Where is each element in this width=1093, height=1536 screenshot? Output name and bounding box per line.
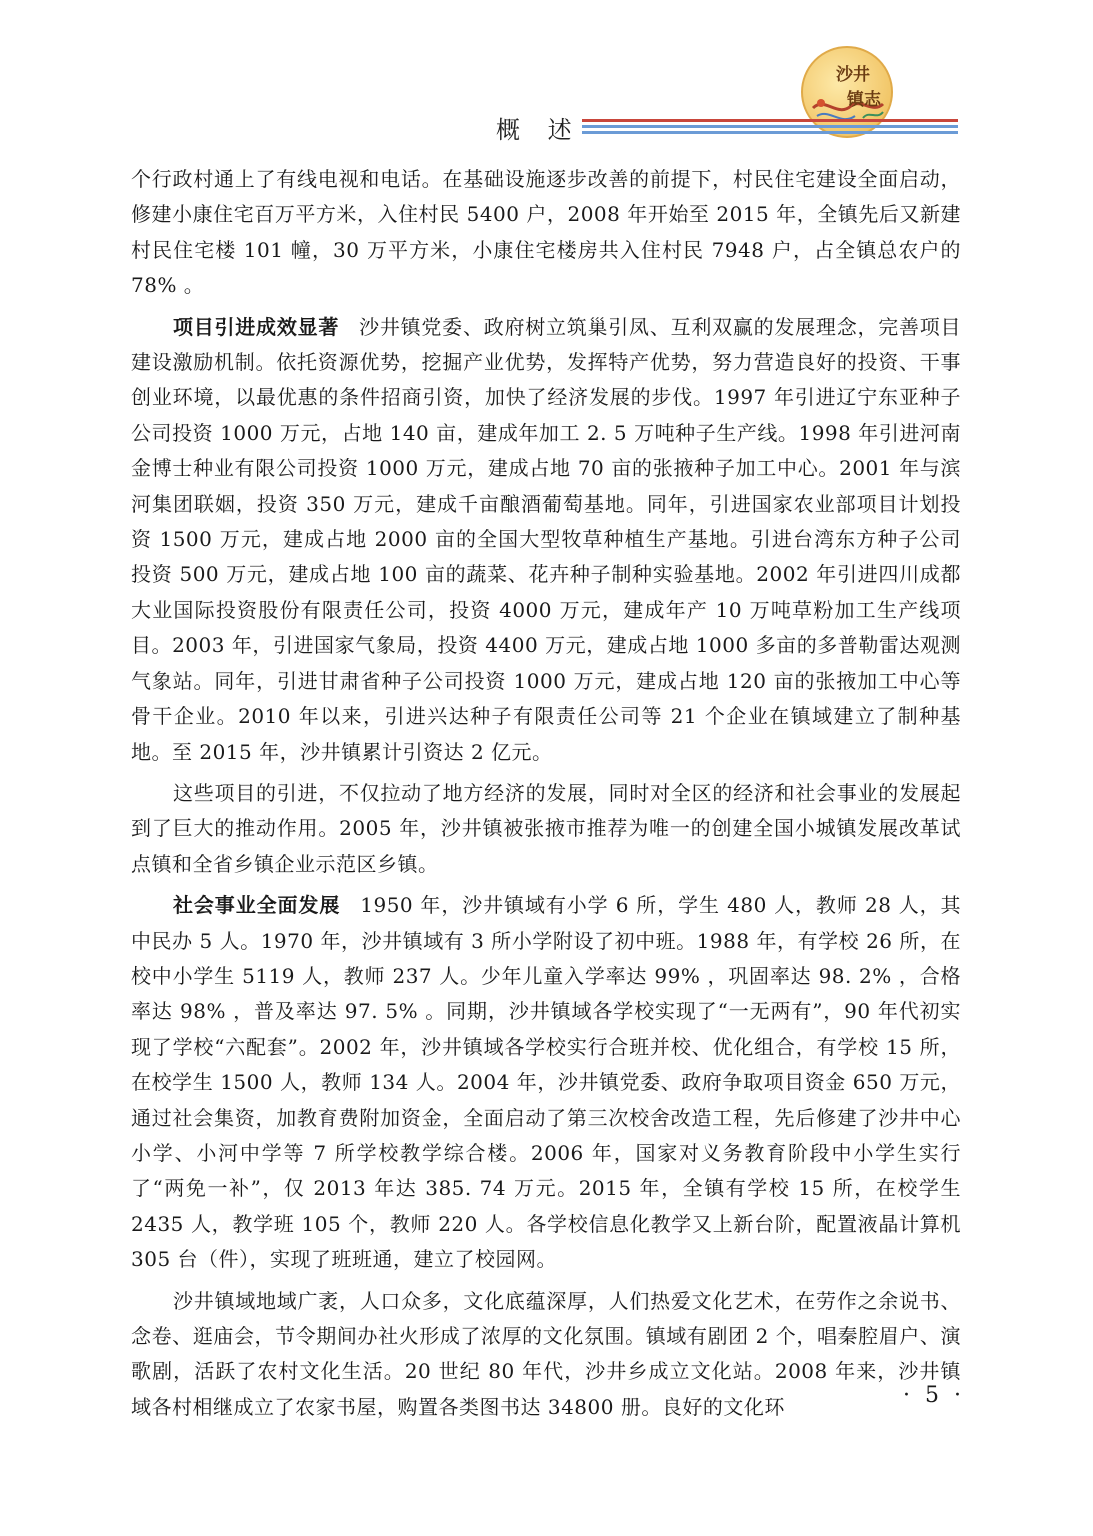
header-rule-red: [582, 119, 958, 122]
paragraph: [131, 776, 961, 882]
header-rule-blue-2: [582, 131, 958, 134]
paragraph-text: 沙井镇域地域广袤，人口众多，文化底蕴深厚，人们热爱文化艺术，在劳作之余说书、念卷、逛庙会，节令期间办社火形成了浓厚的文化氛围。镇域有剧团 2 个，唱秦腔眉户、演歌剧，活跃了农村文化生活。20 世纪 80 年代，沙井乡成立文化站。2008 年来，沙井镇域各村相继成立了农家书屋，购置各类图书达 34800 册。良好的文化环: [131, 1288, 961, 1419]
page-header-title: 概 述: [496, 116, 582, 144]
paragraph-text: 个行政村通上了有线电视和电话。在基础设施逐步改善的前提下，村民住宅建设全面启动，修建小康住宅百万平方米，入住村民 5400 户，2008 年开始至 2015 年，全镇先后又新建村民住宅楼 101 幢，30 万平方米，小康住宅楼房共入住村民 7948 户，占全镇总农户的 78% 。: [131, 167, 961, 298]
paragraph: [131, 1284, 961, 1426]
paragraph: [131, 888, 961, 1277]
paragraph-text: 沙井镇党委、政府树立筑巢引凤、互利双赢的发展理念，完善项目建设激励机制。依托资源优势，挖掘产业优势，发挥特产优势，努力营造良好的投资、干事创业环境，以最优惠的条件招商引资，加快了经济发展的步伐。1997 年引进辽宁东亚种子公司投资 1000 万元，占地 140 亩，建成年加工 2. 5 万吨种子生产线。1998 年引进河南金博士种业有限公司投资 1000 万元，建成占地 70 亩的张掖种子加工中心。2001 年与滨河集团联姻，投资 350 万元，建成千亩酿酒葡萄基地。同年，引进国家农业部项目计划投资 1500 万元，建成占地 2000 亩的全国大型牧草种植生产基地。引进台湾东方种子公司投资 500 万元，建成占地 100 亩的蔬菜、花卉种子制种实验基地。2002 年引进四川成都大业国际投资股份有限责任公司，投资 4000 万元，建成年产 10 万吨草粉加工生产线项目。2003 年，引进国家气象局，投资 4400 万元，建成占地 1000 多亩的多普勒雷达观测气象站。同年，引进甘肃省种子公司投资 1000 万元，建成占地 120 亩的张掖加工中心等骨干企业。2010 年以来，引进兴达种子有限责任公司等 21 个企业在镇域建立了制种基地。至 2015 年，沙井镇累计引资达 2 亿元。: [131, 314, 962, 764]
header-rule-blue: [582, 125, 958, 128]
paragraph: [131, 162, 961, 304]
paragraph-text: 这些项目的引进，不仅拉动了地方经济的发展，同时对全区的经济和社会事业的发展起到了巨大的推动作用。2005 年，沙井镇被张掖市推荐为唯一的创建全国小城镇发展改革试点镇和全省乡镇企业示范区乡镇。: [131, 780, 961, 876]
seal-text-line2: 镇志: [847, 90, 881, 110]
seal-text-line1: 沙井: [836, 65, 870, 85]
page-number: · 5 ·: [903, 1383, 965, 1408]
page-body: [131, 162, 961, 1431]
paragraph-text: 1950 年，沙井镇域有小学 6 所，学生 480 人，教师 28 人，其中民办 5 人。1970 年，沙井镇域有 3 所小学附设了初中班。1988 年，有学校 26 所，在校中小学生 5119 人，教师 237 人。少年儿童入学率达 99% ，巩固率达 98. 2% ，合格率达 98% ，普及率达 97. 5% 。同期，沙井镇域各学校实现了“一无两有”，90 年代初实现了学校“六配套”。2002 年，沙井镇域各学校实行合班并校、优化组合，有学校 15 所，在校学生 1500 人，教师 134 人。2004 年，沙井镇党委、政府争取项目资金 650 万元，通过社会集资，加教育费附加资金，全面启动了第三次校舍改造工程，先后修建了沙井中心小学、小河中学等 7 所学校教学综合楼。2006 年，国家对义务教育阶段中小学生实行了“两免一补”，仅 2013 年达 385. 74 万元。2015 年，全镇有学校 15 所，在校学生 2435 人，教学班 105 个，教师 220 人。各学校信息化教学又上新台阶，配置液晶计算机 305 台（件），实现了班班通，建立了校园网。: [131, 893, 962, 1272]
section-heading: 项目引进成效显著: [173, 314, 340, 339]
section-heading: 社会事业全面发展: [173, 893, 341, 918]
paragraph: [131, 310, 961, 770]
